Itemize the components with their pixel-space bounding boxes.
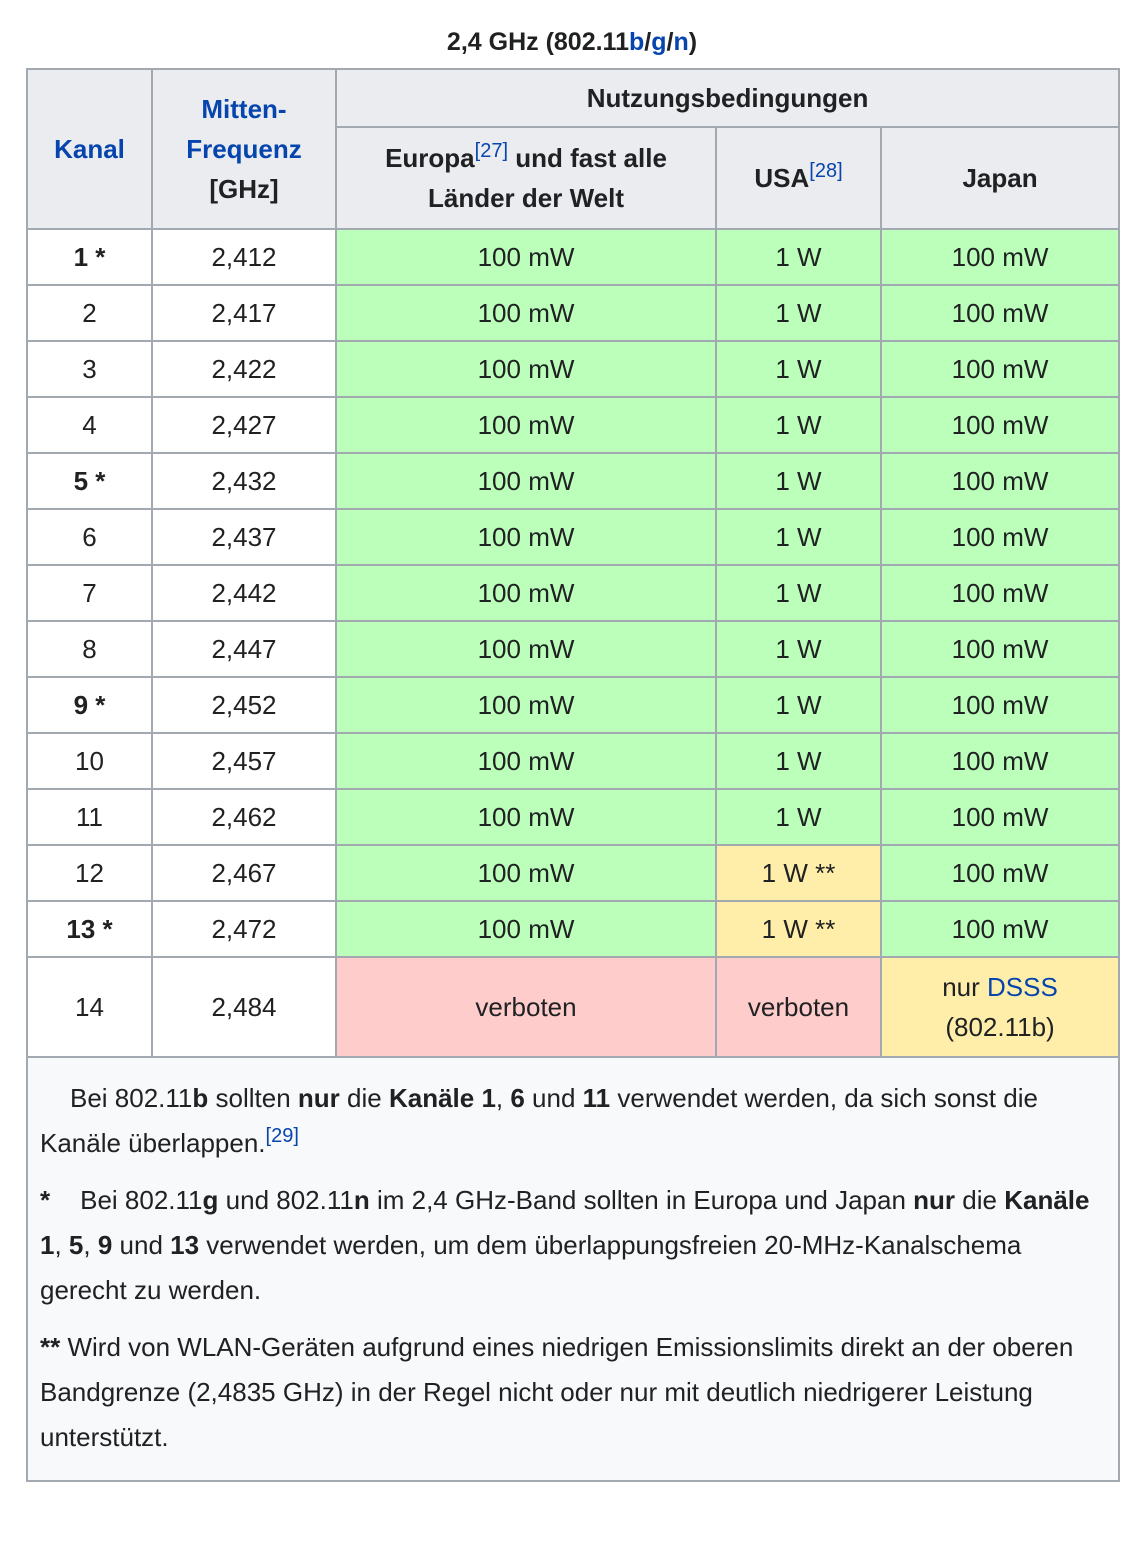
table-row (27, 845, 1119, 901)
frequency-cell: 2,417 (152, 285, 336, 341)
note-text: , (54, 1230, 69, 1260)
japan-cell: 100 mW (881, 733, 1119, 789)
caption-sep: / (644, 28, 652, 56)
note-channels-b (40, 1076, 1106, 1166)
kanal-cell: 11 (27, 789, 152, 845)
usa-cell: 1 W (716, 789, 881, 845)
kanal-cell: 5 * (27, 453, 152, 509)
japan-cell: 100 mW (881, 845, 1119, 901)
usa-cell: 1 W (716, 285, 881, 341)
japan-cell: 100 mW (881, 789, 1119, 845)
channel-table (26, 68, 1120, 1482)
note-text: , (83, 1230, 98, 1260)
usa-cell: 1 W (716, 509, 881, 565)
table-row (27, 453, 1119, 509)
usa-label: USA (754, 163, 810, 193)
usa-cell: 1 W ** (716, 901, 881, 957)
frequency-cell: 2,457 (152, 733, 336, 789)
header-europa (336, 127, 716, 229)
usa-cell: 1 W (716, 733, 881, 789)
japan-cell: 100 mW (881, 565, 1119, 621)
europa-cell: 100 mW (336, 677, 716, 733)
caption-link-g[interactable]: g (651, 28, 667, 56)
note-text: und (112, 1230, 171, 1260)
header-nutzungsbedingungen: Nutzungsbedingungen (336, 69, 1119, 127)
note-text: die (955, 1185, 1005, 1215)
mitten-line2: Frequenz (186, 134, 302, 164)
europa-cell: 100 mW (336, 397, 716, 453)
caption-suffix: ) (688, 28, 698, 56)
europa-cell: 100 mW (336, 565, 716, 621)
note-star: ** (40, 1332, 61, 1362)
table-row (27, 509, 1119, 565)
japan-cell: 100 mW (881, 901, 1119, 957)
note-channels-gn (40, 1178, 1106, 1313)
europa-cell: 100 mW (336, 285, 716, 341)
europa-cell: 100 mW (336, 453, 716, 509)
table-row (27, 957, 1119, 1057)
japan-cell (881, 957, 1119, 1057)
frequency-cell: 2,472 (152, 901, 336, 957)
table-row (27, 229, 1119, 285)
japan-cell: 100 mW (881, 621, 1119, 677)
table-caption (26, 22, 1118, 68)
table-row (27, 677, 1119, 733)
notes-row (27, 1057, 1119, 1481)
kanal-cell: 4 (27, 397, 152, 453)
note-text: , (495, 1083, 511, 1113)
ref-27-link[interactable]: [27] (474, 140, 508, 162)
frequency-cell: 2,447 (152, 621, 336, 677)
note-text: und (524, 1083, 583, 1113)
note-text: verwendet werden, um dem überlappungsfreien 20-MHz-Kanalschema gerecht zu werden. (40, 1230, 1022, 1305)
table-row (27, 733, 1119, 789)
table-row (27, 285, 1119, 341)
note-bold: Kanäle 1 (388, 1083, 496, 1113)
table-row (27, 565, 1119, 621)
europa-cell: 100 mW (336, 845, 716, 901)
usa-cell: 1 W (716, 397, 881, 453)
usa-cell: 1 W (716, 677, 881, 733)
note-bold: 13 (170, 1230, 200, 1260)
note-band-edge (40, 1325, 1106, 1460)
kanal-cell: 3 (27, 341, 152, 397)
europa-cell: 100 mW (336, 901, 716, 957)
europa-cell: 100 mW (336, 229, 716, 285)
europa-rest1: und fast alle (508, 143, 667, 173)
note-bold: b (192, 1083, 209, 1113)
usa-cell: 1 W (716, 453, 881, 509)
header-kanal (27, 69, 152, 229)
kanal-cell: 8 (27, 621, 152, 677)
usa-cell: 1 W (716, 229, 881, 285)
note-bold: g (202, 1185, 219, 1215)
usa-cell: verboten (716, 957, 881, 1057)
note-bold: 11 (582, 1083, 611, 1113)
kanal-cell: 6 (27, 509, 152, 565)
note-text: Wird von WLAN-Geräten aufgrund eines niedrigen Emissionslimits direkt an der oberen Bandgrenze (2,4835 GHz) in der Regel nicht oder nur mit deutlich niedrigerer Leistung unterstützt. (40, 1332, 1074, 1452)
header-mittenfrequenz-link[interactable] (186, 94, 302, 164)
note-star: * (40, 1185, 51, 1215)
note-bold: Kanäle 1 (40, 1185, 1090, 1260)
kanal-cell: 12 (27, 845, 152, 901)
caption-prefix: 2,4 GHz (802.11 (446, 28, 629, 56)
japan-cell: 100 mW (881, 509, 1119, 565)
note-text: Bei 802.11 (70, 1083, 193, 1113)
dsss-link[interactable]: DSSS (987, 972, 1058, 1002)
usa-cell: 1 W ** (716, 845, 881, 901)
mitten-unit: [GHz] (209, 174, 279, 204)
frequency-cell: 2,467 (152, 845, 336, 901)
table-row (27, 341, 1119, 397)
europa-cell: verboten (336, 957, 716, 1057)
ref-29-link[interactable]: [29] (265, 1125, 299, 1147)
japan-cell: 100 mW (881, 341, 1119, 397)
header-kanal-link[interactable]: Kanal (54, 134, 125, 164)
europa-rest2: Länder der Welt (427, 183, 624, 213)
japan-cell: 100 mW (881, 453, 1119, 509)
frequency-cell: 2,462 (152, 789, 336, 845)
note-text: Bei 802.11 (80, 1185, 203, 1215)
frequency-cell: 2,452 (152, 677, 336, 733)
mitten-line1: Mitten- (201, 94, 287, 124)
note-bold: n (353, 1185, 370, 1215)
channel-table-container (26, 22, 1118, 1482)
frequency-cell: 2,484 (152, 957, 336, 1057)
kanal-cell: 10 (27, 733, 152, 789)
kanal-cell: 2 (27, 285, 152, 341)
note-text: die (339, 1083, 389, 1113)
europa-cell: 100 mW (336, 789, 716, 845)
japan-cell: 100 mW (881, 397, 1119, 453)
ref-28-link[interactable]: [28] (809, 160, 843, 182)
europa-cell: 100 mW (336, 509, 716, 565)
note-bold: 9 (97, 1230, 113, 1260)
kanal-cell: 7 (27, 565, 152, 621)
europa-cell: 100 mW (336, 621, 716, 677)
caption-link-b[interactable]: b (628, 28, 645, 56)
japan-cell: 100 mW (881, 285, 1119, 341)
header-mittenfrequenz (152, 69, 336, 229)
frequency-cell: 2,412 (152, 229, 336, 285)
europa-label: Europa (385, 143, 475, 173)
japan-cell: 100 mW (881, 229, 1119, 285)
note-bold: nur (913, 1185, 956, 1215)
usa-cell: 1 W (716, 621, 881, 677)
notes-cell (27, 1057, 1119, 1481)
note-bold: 6 (510, 1083, 525, 1113)
table-row (27, 901, 1119, 957)
japan-cell: 100 mW (881, 677, 1119, 733)
note-text: verwendet werden, da sich sonst die Kanäle überlappen. (40, 1083, 1038, 1158)
frequency-cell: 2,432 (152, 453, 336, 509)
note-text: im 2,4 GHz-Band sollten in Europa und Japan (369, 1185, 914, 1215)
frequency-cell: 2,437 (152, 509, 336, 565)
note-bold: nur (297, 1083, 340, 1113)
header-usa (716, 127, 881, 229)
kanal-cell: 13 * (27, 901, 152, 957)
kanal-cell: 9 * (27, 677, 152, 733)
kanal-cell: 1 * (27, 229, 152, 285)
table-row (27, 397, 1119, 453)
frequency-cell: 2,442 (152, 565, 336, 621)
table-row (27, 621, 1119, 677)
note-text: sollten (208, 1083, 298, 1113)
kanal-cell: 14 (27, 957, 152, 1057)
usa-cell: 1 W (716, 565, 881, 621)
frequency-cell: 2,422 (152, 341, 336, 397)
europa-cell: 100 mW (336, 733, 716, 789)
europa-cell: 100 mW (336, 341, 716, 397)
table-row (27, 789, 1119, 845)
note-text: und 802.11 (218, 1185, 354, 1215)
caption-sep: / (666, 28, 674, 56)
caption-link-n[interactable]: n (673, 28, 689, 56)
header-japan: Japan (881, 127, 1119, 229)
frequency-cell: 2,427 (152, 397, 336, 453)
note-bold: 5 (68, 1230, 84, 1260)
usa-cell: 1 W (716, 341, 881, 397)
japan-line2: (802.11b) (945, 1012, 1055, 1042)
japan-prefix: nur (942, 972, 988, 1002)
